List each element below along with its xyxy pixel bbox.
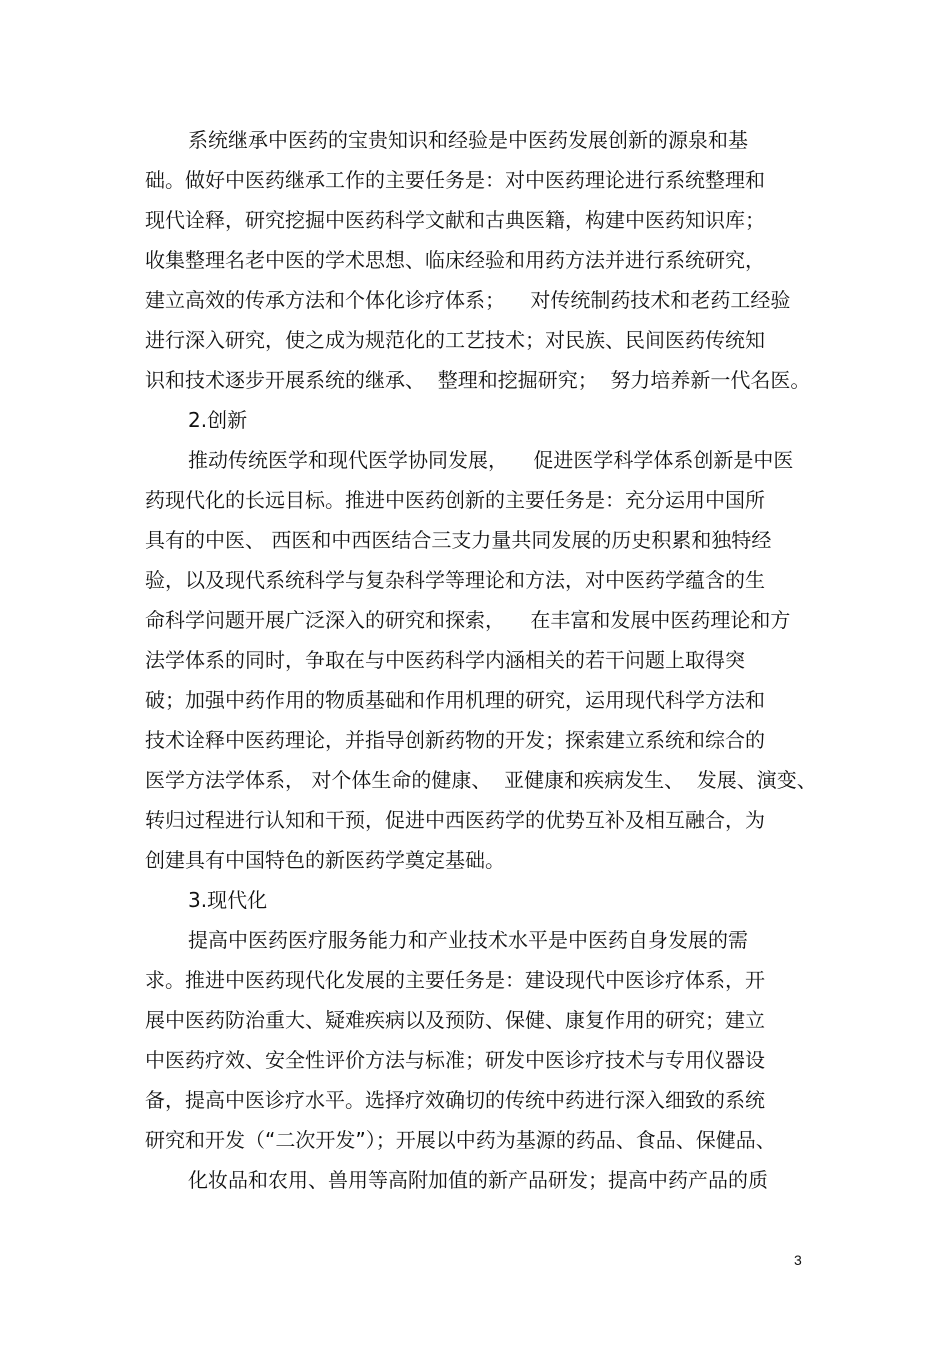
body-text-line: 中医药疗效、安全性评价方法与标准；研发中医诊疗技术与专用仪器设 xyxy=(145,1048,765,1072)
body-text-line: 医学方法学体系， 对个体生命的健康、 亚健康和疾病发生、 发展、演变、 xyxy=(145,768,817,792)
body-text-line: 命科学问题开展广泛深入的研究和探索， 在丰富和发展中医药理论和方 xyxy=(145,608,791,632)
body-text-line: 建立高效的传承方法和个体化诊疗体系； 对传统制药技术和老药工经验 xyxy=(145,288,791,312)
section-heading: 3.现代化 xyxy=(188,888,268,912)
body-text-line: 展中医药防治重大、疑难疾病以及预防、保健、康复作用的研究；建立 xyxy=(145,1008,765,1032)
body-text-line: 现代诠释，研究挖掘中医药科学文献和古典医籍，构建中医药知识库； xyxy=(145,208,765,232)
body-text-line: 备，提高中医诊疗水平。选择疗效确切的传统中药进行深入细致的系统 xyxy=(145,1088,765,1112)
body-text-line: 础。做好中医药继承工作的主要任务是：对中医药理论进行系统整理和 xyxy=(145,168,765,192)
body-text-line: 收集整理名老中医的学术思想、临床经验和用药方法并进行系统研究， xyxy=(145,248,765,272)
page-number: 3 xyxy=(794,1252,802,1268)
body-text-line: 研究和开发（“二次开发”）；开展以中药为基源的药品、食品、保健品、 xyxy=(145,1128,776,1152)
body-text-line: 验，以及现代系统科学与复杂科学等理论和方法，对中医药学蕴含的生 xyxy=(145,568,765,592)
body-text-line: 创建具有中国特色的新医药学奠定基础。 xyxy=(145,848,505,872)
body-text-line: 提高中医药医疗服务能力和产业技术水平是中医药自身发展的需 xyxy=(188,928,748,952)
body-text-line: 进行深入研究，使之成为规范化的工艺技术；对民族、民间医药传统知 xyxy=(145,328,765,352)
body-text-line: 推动传统医学和现代医学协同发展， 促进医学科学体系创新是中医 xyxy=(188,448,794,472)
body-text-line: 化妆品和农用、兽用等高附加值的新产品研发；提高中药产品的质 xyxy=(188,1168,768,1192)
body-text-line: 技术诠释中医药理论，并指导创新药物的开发；探索建立系统和综合的 xyxy=(145,728,765,752)
body-text-line: 破；加强中药作用的物质基础和作用机理的研究，运用现代科学方法和 xyxy=(145,688,765,712)
body-text-line: 具有的中医、 西医和中西医结合三支力量共同发展的历史积累和独特经 xyxy=(145,528,772,552)
body-text-line: 法学体系的同时，争取在与中医药科学内涵相关的若干问题上取得突 xyxy=(145,648,745,672)
body-text-line: 转归过程进行认知和干预，促进中西医药学的优势互补及相互融合，为 xyxy=(145,808,765,832)
body-text-line: 识和技术逐步开展系统的继承、 整理和挖掘研究； 努力培养新一代名医。 xyxy=(145,368,811,392)
body-text-line: 药现代化的长远目标。推进中医药创新的主要任务是：充分运用中国所 xyxy=(145,488,765,512)
body-text-line: 求。推进中医药现代化发展的主要任务是：建设现代中医诊疗体系，开 xyxy=(145,968,765,992)
body-text-line: 系统继承中医药的宝贵知识和经验是中医药发展创新的源泉和基 xyxy=(188,128,748,152)
section-heading: 2.创新 xyxy=(188,408,248,432)
